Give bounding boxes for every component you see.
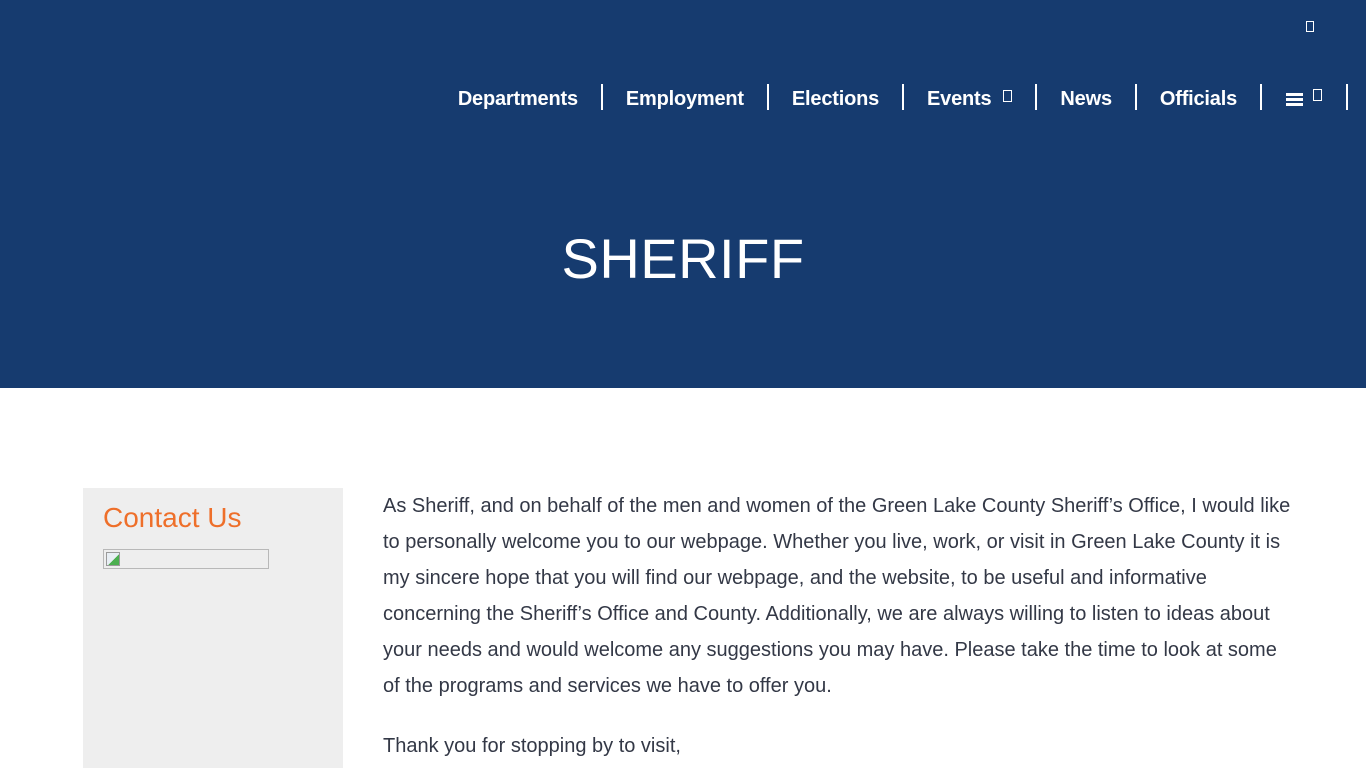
main-content [383, 488, 1293, 768]
dropdown-icon[interactable] [1313, 89, 1322, 101]
sidebar-title: Contact Us [103, 502, 242, 533]
nav-item-employment[interactable] [603, 84, 769, 110]
closing-paragraph: Thank you for stopping by to visit, [383, 735, 681, 757]
nav-item-news[interactable] [1037, 84, 1136, 110]
nav-item-events[interactable] [904, 84, 1037, 110]
dropdown-icon[interactable] [1003, 90, 1012, 102]
nav-label: Officials [1159, 87, 1237, 110]
broken-image-icon [106, 552, 120, 566]
nav-item-departments[interactable] [435, 84, 603, 110]
page-title: SHERIFF [561, 227, 805, 290]
nav-label: News [1060, 87, 1112, 110]
hamburger-menu-icon[interactable] [1286, 93, 1303, 106]
main-navigation [435, 84, 1348, 110]
nav-label: Departments [457, 87, 578, 110]
nav-label: Employment [625, 87, 744, 110]
nav-label: Elections [791, 87, 880, 110]
nav-item-officials[interactable] [1137, 84, 1262, 110]
nav-label: Events [927, 87, 992, 110]
contact-image [103, 549, 269, 569]
nav-item-elections[interactable] [769, 84, 904, 110]
nav-item-more-menu[interactable] [1262, 84, 1348, 110]
welcome-paragraph: As Sheriff, and on behalf of the men and women of the Green Lake County Sheriff’s Office, I would like to personally welcome you to our webpage. Whether you live, work, or visit in Green Lake County it is my sincere hope that you will find our webpage, and the website, to be useful and informative concerning the Sheriff’s Office and County. Additionally, we are always willing to listen to ideas about your needs and would welcome any suggestions you may have. Please take the time to look at some of the programs and services we have to offer you. [383, 495, 1291, 697]
contact-sidebar [83, 488, 343, 768]
missing-glyph-icon[interactable] [1306, 21, 1314, 32]
